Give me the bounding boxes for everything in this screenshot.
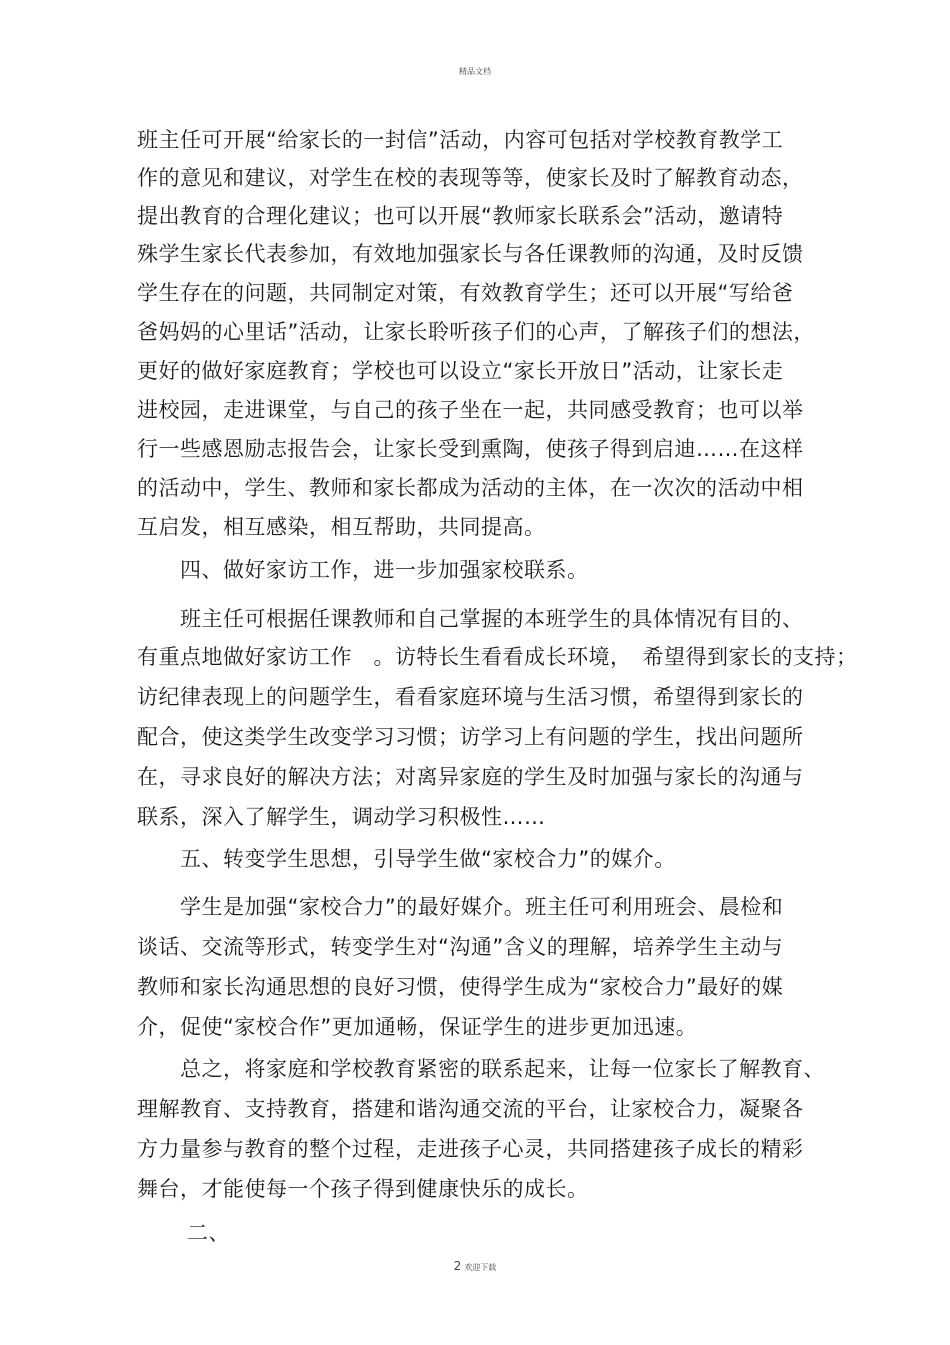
text-line: 班主任可根据任课教师和自己掌握的本班学生的具体情况有目的、 — [180, 607, 804, 631]
page-header: 精品文档 — [459, 67, 491, 76]
footer-text: 欢迎下载 — [464, 1263, 497, 1272]
text-line: 学生是加强“家校合力”的最好媒介。班主任可利用班会、晨检和 — [180, 895, 784, 919]
text-line: 访纪律表现上的问题学生，看看家庭环境与生活习惯，希望得到家长的 — [137, 685, 804, 709]
text-line: 配合，使这类学生改变学习习惯；访学习上有问题的学生，找出问题所 — [137, 725, 804, 749]
section-heading: 二、 — [187, 1221, 230, 1245]
text-line: 的活动中，学生、教师和家长都成为活动的主体，在一次次的活动中相 — [137, 476, 804, 500]
text-line: 互启发，相互感染，相互帮助，共同提高。 — [137, 515, 546, 539]
text-line: 方力量参与教育的整个过程，走进孩子心灵，共同搭建孩子成长的精彩 — [137, 1137, 804, 1161]
page-number: 2 — [453, 1259, 462, 1273]
text-line: 进校园，走进课堂，与自己的孩子坐在一起，共同感受教育；也可以举 — [137, 398, 804, 422]
text-line: 舞台，才能使每一个孩子得到健康快乐的成长。 — [137, 1177, 589, 1201]
text-line: 在，寻求良好的解决方法；对离异家庭的学生及时加强与家长的沟通与 — [137, 765, 804, 789]
page-footer — [0, 1259, 950, 1273]
text-line: 殊学生家长代表参加，有效地加强家长与各任课教师的沟通，及时反馈 — [137, 242, 804, 266]
section-heading: 五、转变学生思想，引导学生做“家校合力”的媒介。 — [180, 847, 676, 871]
text-line: 作的意见和建议，对学生在校的表现等等，使家长及时了解教育动态， — [137, 166, 804, 190]
text-line: 谈话、交流等形式，转变学生对“沟通”含义的理解，培养学生主动与 — [137, 935, 784, 959]
text-line: 提出教育的合理化建议；也可以开展“教师家长联系会”活动，邀请特 — [137, 204, 784, 228]
text-line: 联系，深入了解学生，调动学习积极性…… — [137, 805, 546, 829]
text-line: 班主任可开展“给家长的一封信”活动，内容可包括对学校教育教学工 — [137, 128, 784, 152]
text-line: 教师和家长沟通思想的良好习惯，使得学生成为“家校合力”最好的媒 — [137, 975, 784, 999]
text-line: 有重点地做好家访工作 。访特长生看看成长环境， 希望得到家长的支持； — [137, 645, 858, 669]
text-line: 介，促使“家校合作”更加通畅，保证学生的进步更加迅速。 — [137, 1015, 698, 1039]
text-line: 理解教育、支持教育，搭建和谐沟通交流的平台，让家校合力，凝聚各 — [137, 1097, 804, 1121]
section-heading: 四、做好家访工作，进一步加强家校联系。 — [180, 558, 589, 582]
text-line: 行一些感恩励志报告会，让家长受到熏陶，使孩子得到启迪……在这样 — [137, 437, 804, 461]
text-line: 总之，将家庭和学校教育紧密的联系起来，让每一位家长了解教育、 — [180, 1057, 825, 1081]
text-line: 爸妈妈的心里话”活动，让家长聆听孩子们的心声，了解孩子们的想法， — [137, 320, 815, 344]
text-line: 更好的做好家庭教育；学校也可以设立“家长开放日”活动，让家长走 — [137, 359, 784, 383]
text-line: 学生存在的问题，共同制定对策，有效教育学生；还可以开展“写给爸 — [137, 281, 794, 305]
